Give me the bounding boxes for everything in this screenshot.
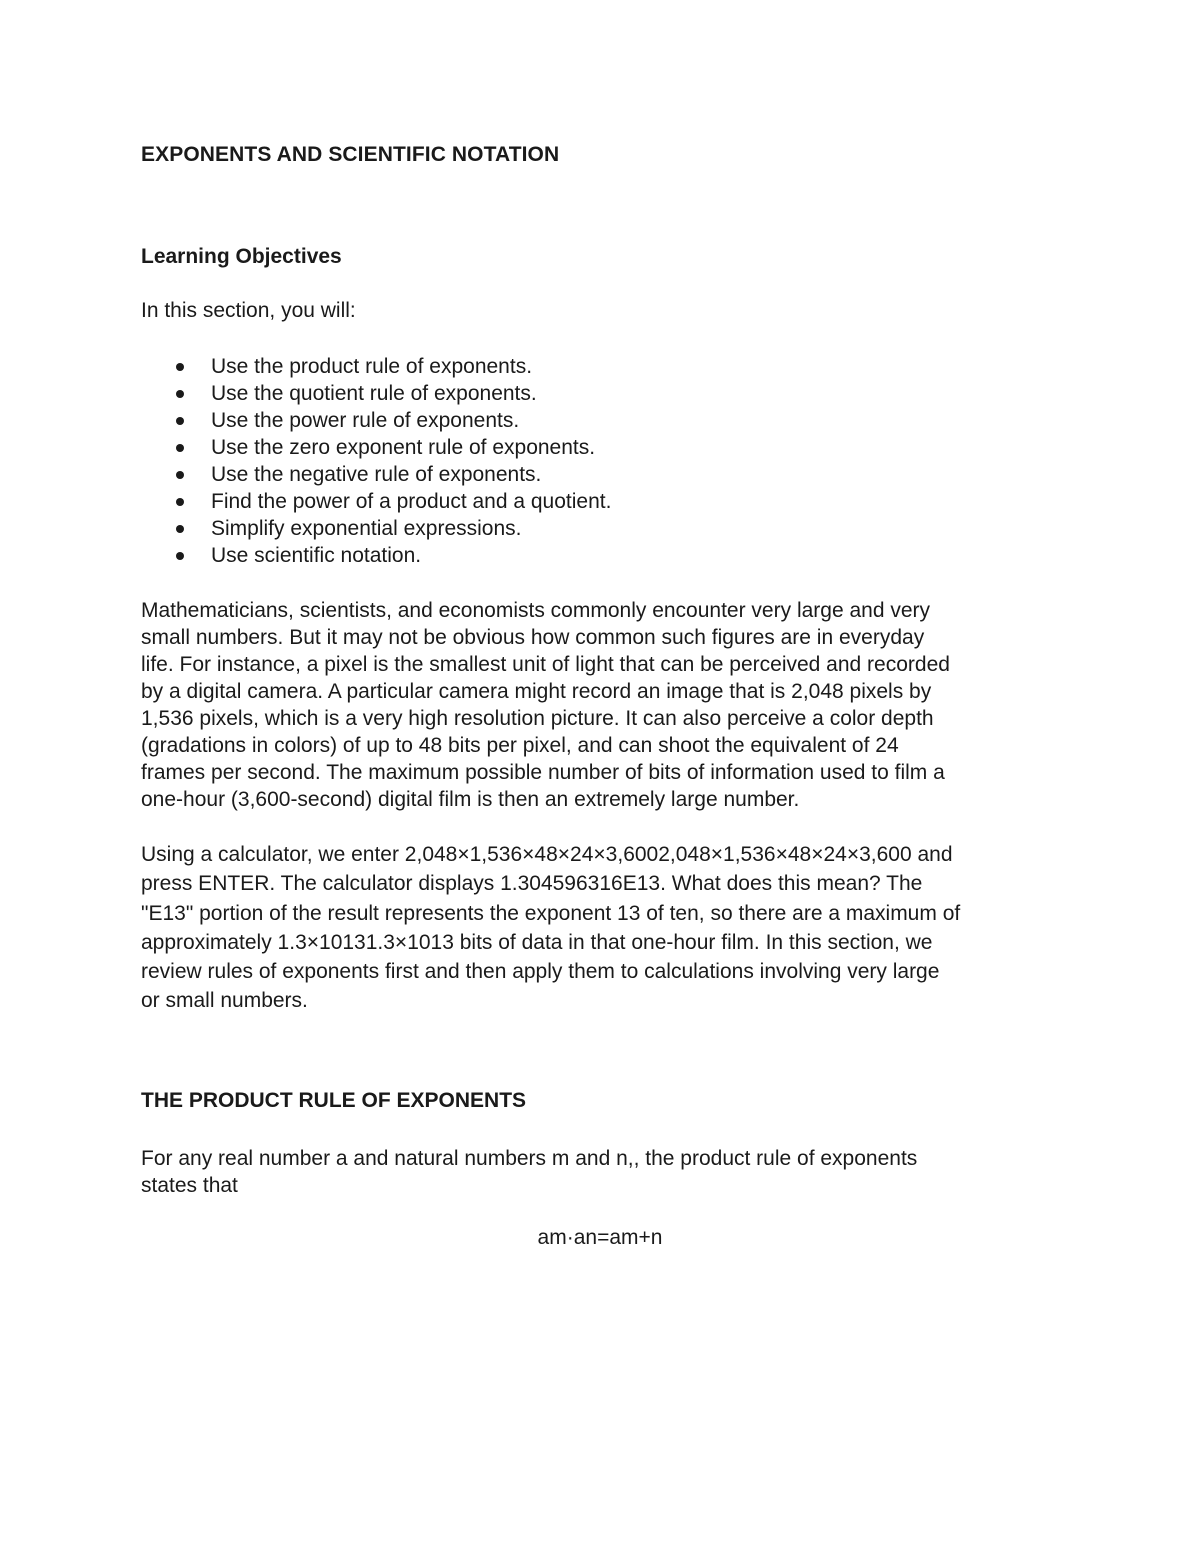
bullet-icon <box>176 552 184 560</box>
paragraph-line: small numbers. But it may not be obvious how common such figures are in everyday <box>141 626 925 649</box>
objective-text: Use the power rule of exponents. <box>211 409 520 432</box>
list-item <box>176 353 611 380</box>
paragraph-line: or small numbers. <box>141 989 308 1013</box>
list-item <box>176 434 611 461</box>
paragraph-line: one-hour (3,600-second) digital film is then an extremely large number. <box>141 788 800 811</box>
list-item <box>176 461 611 488</box>
objectives-list <box>176 353 611 569</box>
paragraph-line: states that <box>141 1174 238 1197</box>
list-item <box>176 515 611 542</box>
paragraph-line: "E13" portion of the result represents the exponent 13 of ten, so there are a maximum of <box>141 901 961 925</box>
bullet-icon <box>176 363 184 371</box>
objective-text: Simplify exponential expressions. <box>211 517 522 540</box>
objective-text: Use the quotient rule of exponents. <box>211 382 537 405</box>
bullet-icon <box>176 471 184 479</box>
paragraph-line: life. For instance, a pixel is the smallest unit of light that can be perceived and recorded <box>141 653 950 676</box>
paragraph-line: (gradations in colors) of up to 48 bits per pixel, and can shoot the equivalent of 24 <box>141 734 899 757</box>
list-item <box>176 488 611 515</box>
bullet-icon <box>176 390 184 398</box>
calculator-paragraph <box>141 840 1071 1016</box>
paragraph-line: Using a calculator, we enter 2,048×1,536×48×24×3,6002,048×1,536×48×24×3,600 and <box>141 843 953 866</box>
list-item <box>176 542 611 569</box>
list-item <box>176 407 611 434</box>
paragraph-line: For any real number a and natural numbers m and n,, the product rule of exponents <box>141 1147 918 1170</box>
product-rule-text <box>141 1145 1071 1199</box>
objective-text: Use the zero exponent rule of exponents. <box>211 436 596 459</box>
paragraph-line: approximately 1.3×10131.3×1013 bits of data in that one-hour film. In this section, we <box>141 930 933 954</box>
objectives-intro: In this section, you will: <box>141 299 356 322</box>
paragraph-line: press ENTER. The calculator displays 1.304596316E13. What does this mean? The <box>141 872 923 896</box>
product-rule-heading: THE PRODUCT RULE OF EXPONENTS <box>141 1089 527 1112</box>
bullet-icon <box>176 498 184 506</box>
document-title: EXPONENTS AND SCIENTIFIC NOTATION <box>141 143 560 166</box>
intro-paragraph <box>141 597 1071 813</box>
paragraph-line: review rules of exponents first and then apply them to calculations involving very large <box>141 960 940 984</box>
objective-text: Use scientific notation. <box>211 544 422 567</box>
bullet-icon <box>176 444 184 452</box>
product-rule-formula: am·an=am+n <box>537 1226 663 1249</box>
objective-text: Use the product rule of exponents. <box>211 355 533 378</box>
paragraph-line: Mathematicians, scientists, and economists commonly encounter very large and very <box>141 599 931 622</box>
learning-objectives-heading: Learning Objectives <box>141 245 342 268</box>
bullet-icon <box>176 417 184 425</box>
paragraph-line: frames per second. The maximum possible number of bits of information used to film a <box>141 761 945 784</box>
list-item <box>176 380 611 407</box>
objective-text: Find the power of a product and a quotient. <box>211 490 612 513</box>
paragraph-line: by a digital camera. A particular camera might record an image that is 2,048 pixels by <box>141 680 932 703</box>
paragraph-line: 1,536 pixels, which is a very high resolution picture. It can also perceive a color depth <box>141 707 934 730</box>
objective-text: Use the negative rule of exponents. <box>211 463 542 486</box>
bullet-icon <box>176 525 184 533</box>
